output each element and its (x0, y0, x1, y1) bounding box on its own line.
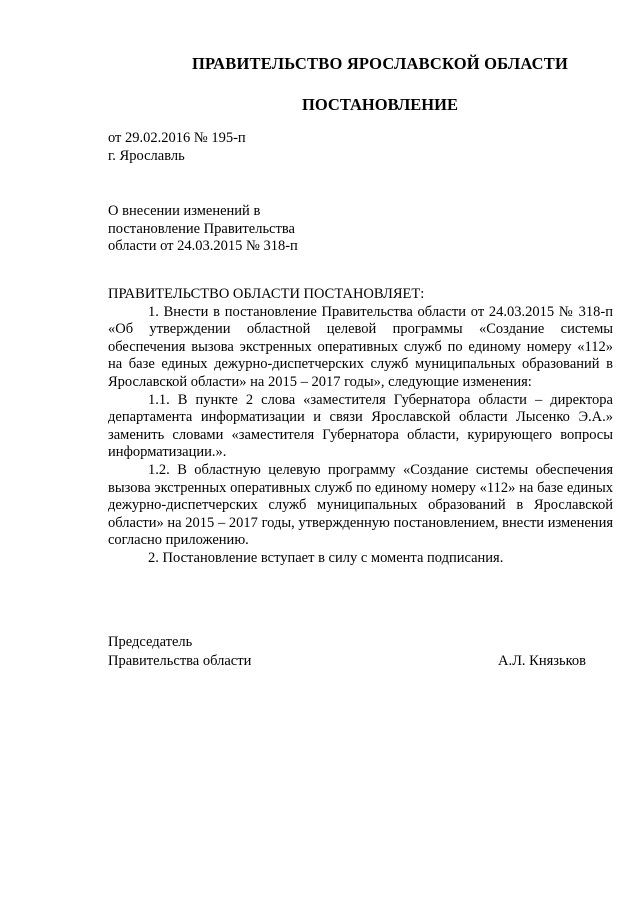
signature-block (108, 633, 586, 671)
signature-row (108, 652, 586, 671)
signatory-name: А.Л. Князьков (497, 653, 586, 669)
signatory-position-line1: Председатель (108, 634, 193, 650)
body-block (108, 286, 613, 568)
date-number: от 29.02.2016 № 195-п (108, 130, 246, 146)
date-block (108, 130, 246, 165)
preamble: ПРАВИТЕЛЬСТВО ОБЛАСТИ ПОСТАНОВЛЯЕТ: (108, 286, 425, 302)
document-type: ПОСТАНОВЛЕНИЕ (302, 95, 458, 114)
clause-1: 1. Внести в постановление Правительства области от 24.03.2015 № 318-п «Об утверждении областной целевой программы «Создание системы обеспечения вызова экстренных оперативных служб по единому номеру «112» на базе единых дежурно-диспетчерских служб муниципальных образований в Ярославской области» на 2015 – 2017 годы», следующие изменения: (108, 303, 613, 390)
government-title: ПРАВИТЕЛЬСТВО ЯРОСЛАВСКОЙ ОБЛАСТИ (191, 54, 569, 73)
subject-line: постановление Правительства (108, 220, 295, 237)
clause-2: 2. Постановление вступает в силу с момента подписания. (148, 549, 504, 566)
clause-1-1: 1.1. В пункте 2 слова «заместителя Губернатора области – директора департамента информатизации и связи Ярославской области Лысенко Э.А.» заменить словами «заместителя Губернатора области, курирующего вопросы информатизации.». (108, 391, 613, 461)
subject-line: области от 24.03.2015 № 318-п (108, 238, 298, 255)
subject-block (108, 203, 348, 256)
signatory-position-line2: Правительства области (108, 653, 252, 669)
city: г. Ярославль (108, 147, 185, 164)
clause-1-2: 1.2. В областную целевую программу «Создание системы обеспечения вызова экстренных оперативных служб по единому номеру «112» на базе единых дежурно-диспетчерских служб муниципальных образований в Ярославской области» на 2015 – 2017 годы, утвержденную постановлением, внести изменения согласно приложению. (108, 461, 613, 549)
subject-line: О внесении изменений в (108, 203, 261, 219)
